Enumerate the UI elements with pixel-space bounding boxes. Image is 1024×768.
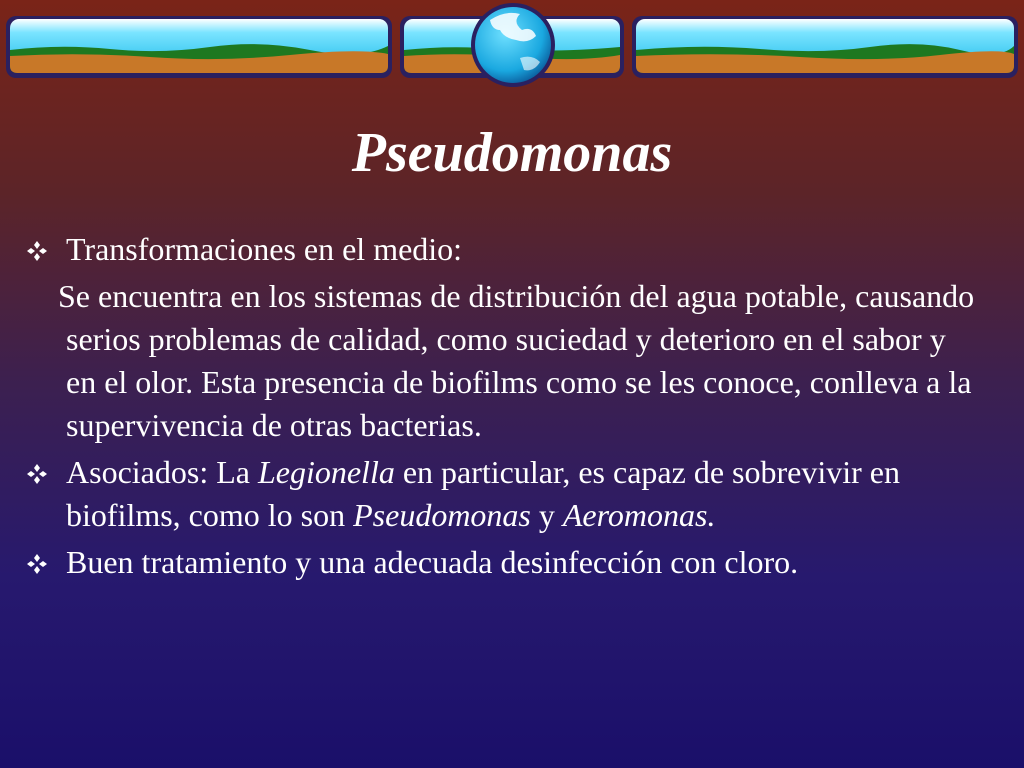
slide-body — [26, 228, 976, 584]
description-paragraph: Se encuentra en los sistemas de distribución del agua potable, causando serios problemas de calidad, como suciedad y deterioro en el sabor y en el olor. Esta presencia de biofilms como se les conoce, conlleva a la supervivencia de otras bacterias. — [58, 278, 975, 443]
diamond-dots-icon — [26, 463, 48, 485]
diamond-dots-icon — [26, 240, 48, 262]
legionella-term: Legionella — [257, 454, 395, 490]
bullet-item-1 — [26, 228, 976, 271]
bullet-item-3 — [26, 541, 976, 584]
bullet-text-1: Transformaciones en el medio: — [66, 231, 463, 267]
diamond-dots-icon — [26, 553, 48, 575]
bullet2-part2: en particular, es capaz de sobrevivir en biofilms, como lo son — [66, 454, 900, 533]
banner-panel-left — [6, 16, 392, 78]
bullet2-part1: Asociados: La — [66, 454, 258, 490]
banner-panel-right — [632, 16, 1018, 78]
globe-icon — [471, 3, 555, 87]
bullet-text-3: Buen tratamiento y una adecuada desinfección con cloro. — [66, 544, 799, 580]
bullet2-part3: y — [530, 497, 563, 533]
bullet-text-2 — [66, 454, 900, 533]
slide-title: Pseudomonas — [351, 122, 673, 184]
pseudomonas-term: Pseudomonas — [353, 497, 531, 533]
header-banner — [0, 0, 1024, 96]
landscape-banner-graphic — [0, 0, 1024, 96]
aeromonas-term: Aeromonas. — [562, 497, 716, 533]
bullet-item-2 — [26, 451, 976, 537]
